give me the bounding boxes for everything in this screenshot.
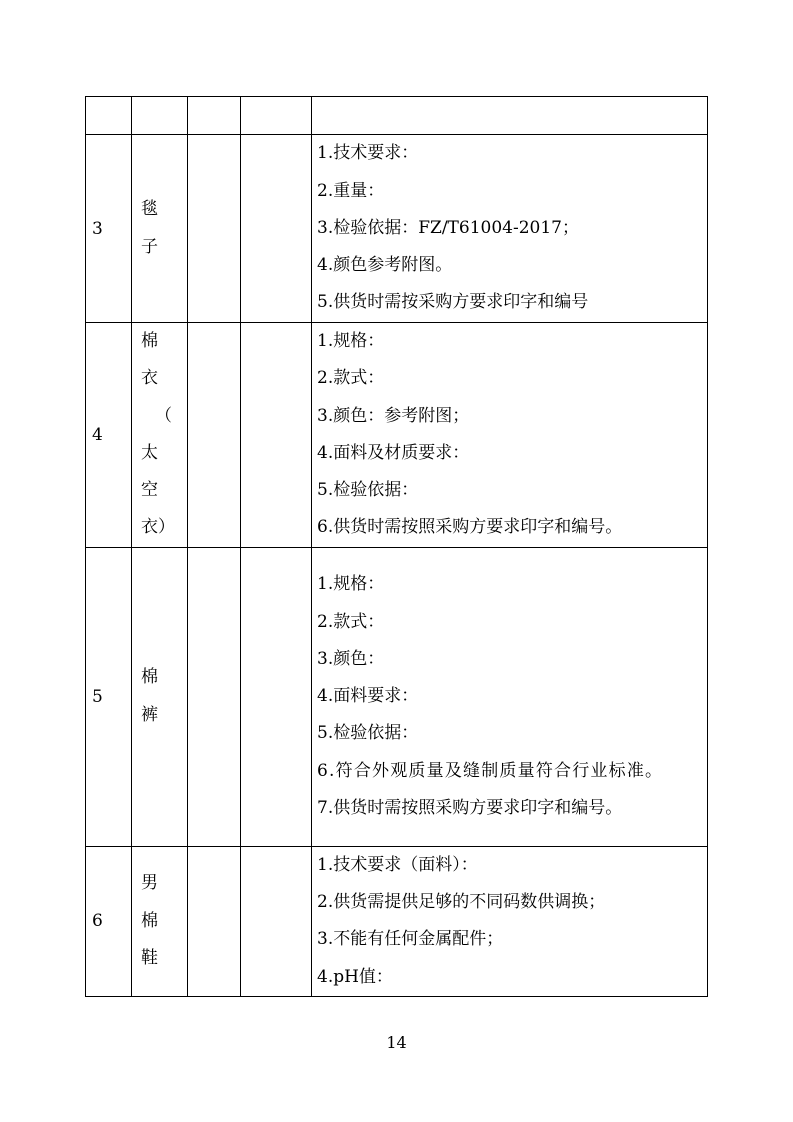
requirements-cell [312, 846, 708, 996]
header-cell [241, 97, 312, 135]
item-name [132, 135, 188, 323]
item-name [132, 846, 188, 996]
item-name-line: 男 [141, 873, 158, 894]
header-cell [312, 97, 708, 135]
empty-cell [188, 135, 241, 323]
requirement-line: 3.检验依据：FZ/T61004-2017； [317, 217, 579, 238]
empty-cell [241, 547, 312, 846]
empty-cell [241, 135, 312, 323]
item-name-line: 衣 [141, 368, 158, 389]
requirement-line: 5.检验依据： [317, 723, 419, 744]
requirements-cell [312, 323, 708, 548]
item-name-line: 裤 [141, 704, 158, 725]
table-row [86, 135, 708, 323]
requirement-line: 1.规格： [317, 331, 385, 351]
item-name [132, 547, 188, 846]
requirements-cell [312, 135, 708, 323]
requirement-line: 6.符合外观质量及缝制质量符合行业标准。 [317, 760, 664, 781]
header-cell [188, 97, 241, 135]
empty-cell [188, 846, 241, 996]
item-name-line: 太 [141, 442, 158, 463]
requirement-line: 4.面料要求： [317, 686, 419, 707]
item-name-line: 毯 [141, 199, 158, 220]
requirement-line: 3.颜色：参考附图； [317, 405, 470, 426]
requirement-line: 3.不能有任何金属配件； [317, 929, 504, 950]
table-row [86, 547, 708, 846]
item-name [132, 323, 188, 548]
item-name-line: 棉 [141, 667, 158, 688]
requirement-line: 2.重量： [317, 180, 385, 201]
item-number: 5 [86, 547, 132, 846]
header-cell [86, 97, 132, 135]
empty-cell [188, 547, 241, 846]
requirement-line: 3.颜色： [317, 648, 385, 669]
header-cell [132, 97, 188, 135]
requirement-line: 2.供货需提供足够的不同码数供调换； [317, 892, 606, 913]
requirement-line: 2.款式： [317, 611, 385, 632]
item-name-line: （ [155, 405, 172, 426]
requirement-line: 4.pH值： [317, 966, 393, 987]
requirement-line: 4.面料及材质要求： [317, 442, 470, 463]
item-name-line: 棉 [141, 910, 158, 931]
requirement-line: 5.检验依据： [317, 480, 419, 501]
requirement-line: 7.供货时需按照采购方要求印字和编号。 [317, 798, 623, 819]
requirement-line: 1.技术要求（面料）： [317, 854, 478, 875]
item-number: 3 [86, 135, 132, 323]
item-name-line: 棉 [141, 331, 158, 351]
empty-cell [241, 846, 312, 996]
requirement-line: 4.颜色参考附图。 [317, 255, 453, 276]
requirement-line: 2.款式： [317, 368, 385, 389]
empty-cell [188, 323, 241, 548]
item-name-line: 衣） [141, 517, 175, 538]
item-number: 4 [86, 323, 132, 548]
requirements-table [85, 96, 708, 997]
requirements-cell [312, 547, 708, 846]
table-row [86, 323, 708, 548]
empty-cell [241, 323, 312, 548]
page-number: 14 [386, 1033, 407, 1052]
item-number: 6 [86, 846, 132, 996]
item-name-line: 子 [141, 236, 158, 257]
requirement-line: 1.技术要求： [317, 143, 419, 164]
table-header-row [86, 97, 708, 135]
requirement-line: 6.供货时需按照采购方要求印字和编号。 [317, 517, 623, 538]
item-name-line: 鞋 [141, 948, 158, 969]
requirement-line: 5.供货时需按采购方要求印字和编号 [317, 292, 589, 313]
item-name-line: 空 [141, 480, 158, 501]
table-row [86, 846, 708, 996]
requirement-line: 1.规格： [317, 574, 385, 595]
